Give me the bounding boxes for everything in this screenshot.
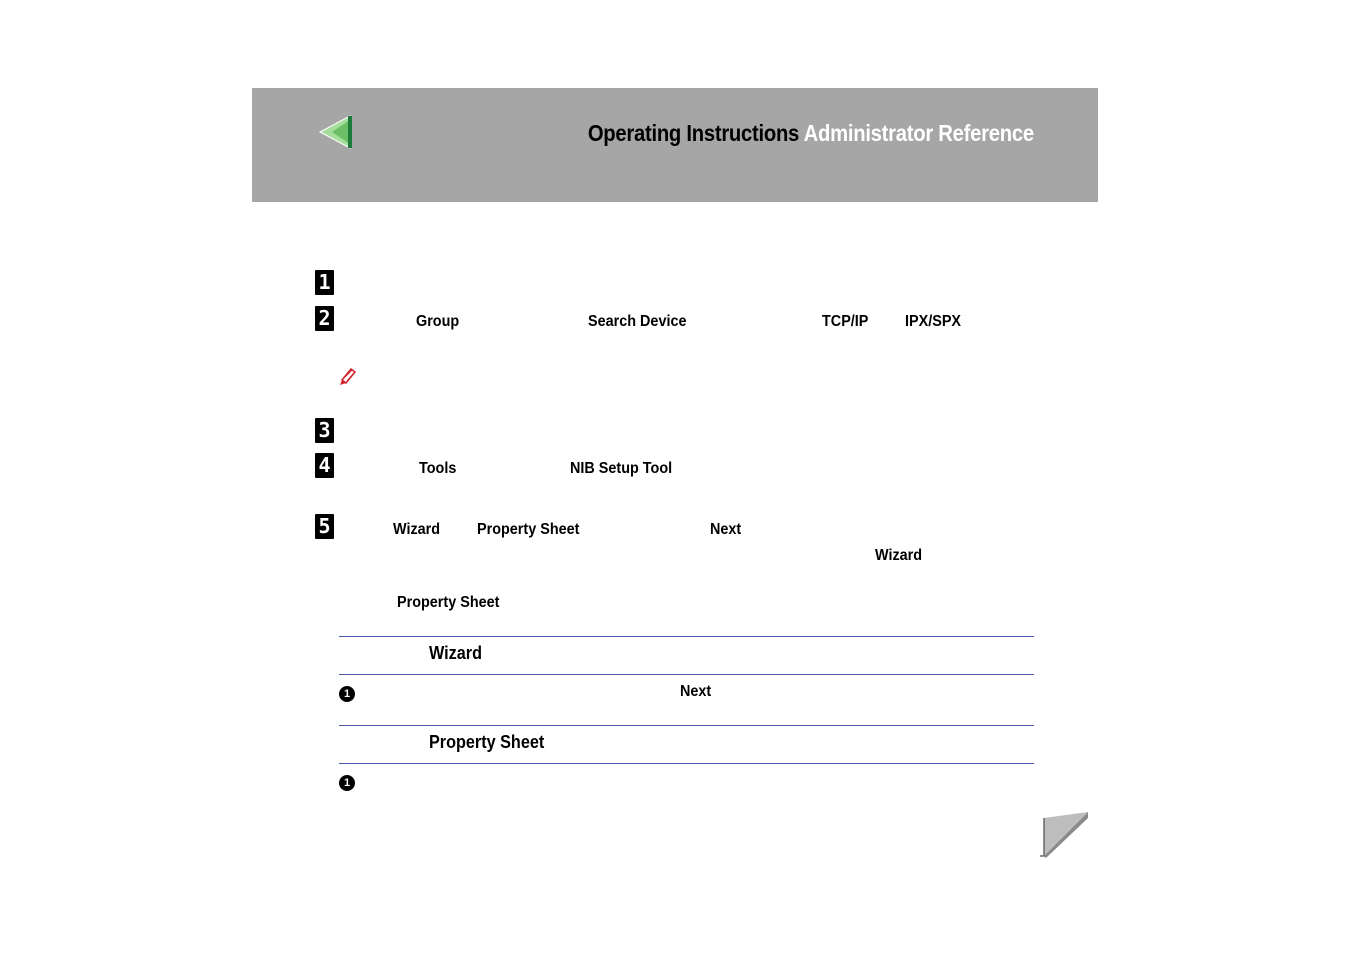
- term-group: Group: [416, 313, 460, 330]
- back-arrow-icon: [318, 112, 354, 152]
- term-wizard: Wizard: [393, 521, 441, 538]
- next-page-button[interactable]: [1038, 810, 1090, 858]
- term-wizard-2: Wizard: [875, 547, 923, 564]
- term-property-sheet: Property Sheet: [477, 521, 580, 538]
- title-main: Operating Instructions: [588, 120, 800, 146]
- section-rule-top: [339, 725, 1034, 726]
- pencil-note-icon: [338, 366, 358, 386]
- term-search-device: Search Device: [588, 313, 687, 330]
- term-tools: Tools: [419, 460, 457, 477]
- term-nib-setup-tool: NIB Setup Tool: [570, 460, 673, 477]
- step-number-3: 3: [315, 418, 334, 443]
- bullet-number: 1: [339, 775, 355, 791]
- term-next: Next: [710, 521, 742, 538]
- section-title-property-sheet: Property Sheet: [429, 732, 545, 752]
- term-tcpip: TCP/IP: [822, 313, 869, 330]
- step-number-5: 5: [315, 514, 334, 539]
- page-curl-next-icon: [1038, 810, 1090, 858]
- term-next-2: Next: [680, 683, 712, 700]
- step-number-2: 2: [315, 306, 334, 331]
- bullet-number: 1: [339, 686, 355, 702]
- section-title-wizard: Wizard: [429, 643, 482, 663]
- title-sub: Administrator Reference: [803, 120, 1034, 146]
- term-ipxspx: IPX/SPX: [905, 313, 962, 330]
- header-bar: [252, 88, 1098, 202]
- back-button[interactable]: [318, 112, 354, 152]
- section-rule-bottom: [339, 763, 1034, 764]
- step-number-1: 1: [315, 270, 334, 295]
- term-property-sheet-2: Property Sheet: [397, 594, 500, 611]
- step-number-4: 4: [315, 453, 334, 478]
- section-rule-top: [339, 636, 1034, 637]
- document-title: [588, 120, 1034, 147]
- section-rule-bottom: [339, 674, 1034, 675]
